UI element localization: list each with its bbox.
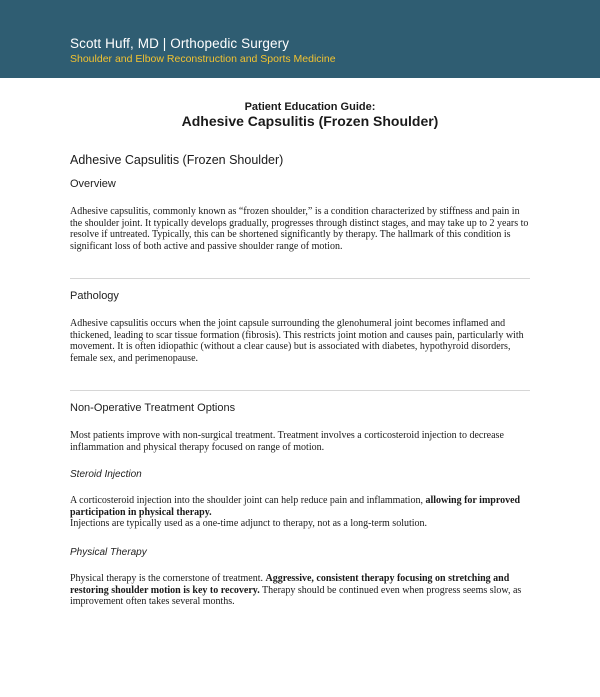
document-label: Patient Education Guide:: [244, 101, 376, 113]
therapy-text-b: Therapy should be continued even when progress seems slow, as improvement often takes several months.: [70, 584, 522, 608]
steroid-heading: Steroid Injection: [70, 469, 142, 480]
non-operative-text: Most patients improve with non-surgical treatment. Treatment involves a corticosteroid injection to decrease inflammation and physical therapy focused on range of motion.: [70, 430, 504, 453]
main-heading: Adhesive Capsulitis (Frozen Shoulder): [70, 153, 284, 167]
divider: [70, 390, 530, 391]
therapy-text: [70, 573, 532, 608]
steroid-text-b: Injections are typically used as a one-time adjunct to therapy, not as a long-term solution.: [70, 518, 428, 530]
pathology-heading: Pathology: [70, 290, 119, 302]
divider: [70, 278, 530, 279]
document-title: Adhesive Capsulitis (Frozen Shoulder): [181, 113, 439, 129]
steroid-text-a: A corticosteroid injection into the shoulder joint can help reduce pain and inflammation,: [70, 495, 426, 506]
pathology-text: Adhesive capsulitis occurs when the joint capsule surrounding the glenohumeral joint becomes inflamed and thickened, leading to scar tissue formation (fibrosis). This restricts joint motion and causes pain, particularly with movement. It is often idiopathic (without a clear cause) but is associated with diabetes, hypothyroid disorders, female sex, and perimenopause.: [70, 318, 524, 364]
therapy-heading: Physical Therapy: [70, 547, 147, 558]
overview-text: Adhesive capsulitis, commonly known as “frozen shoulder,” is a condition characterized by stiffness and pain in the shoulder joint. It typically develops gradually, progresses through distinct stages, and may take up to 2 years to resolve if untreated. Typically, this can be shortened significantly by therapy. The hallmark of this condition is significant loss of both active and passive shoulder range of motion.: [70, 206, 529, 252]
surgeon-name: Scott Huff, MD | Orthopedic Surgery: [70, 36, 290, 51]
overview-heading: Overview: [70, 178, 116, 190]
therapy-text-a: Physical therapy is the cornerstone of treatment.: [70, 573, 266, 584]
therapy-text-bold: Aggressive, consistent therapy focusing on stretching and restoring shoulder motion is key to recovery.: [70, 573, 510, 596]
steroid-text-bold: allowing for improved participation in physical therapy.: [70, 495, 521, 518]
title-block: [0, 101, 600, 130]
steroid-text: [70, 495, 532, 530]
header-banner: [0, 0, 600, 78]
non-operative-heading: Non-Operative Treatment Options: [70, 402, 236, 414]
specialty-line: Shoulder and Elbow Reconstruction and Sports Medicine: [70, 53, 336, 65]
